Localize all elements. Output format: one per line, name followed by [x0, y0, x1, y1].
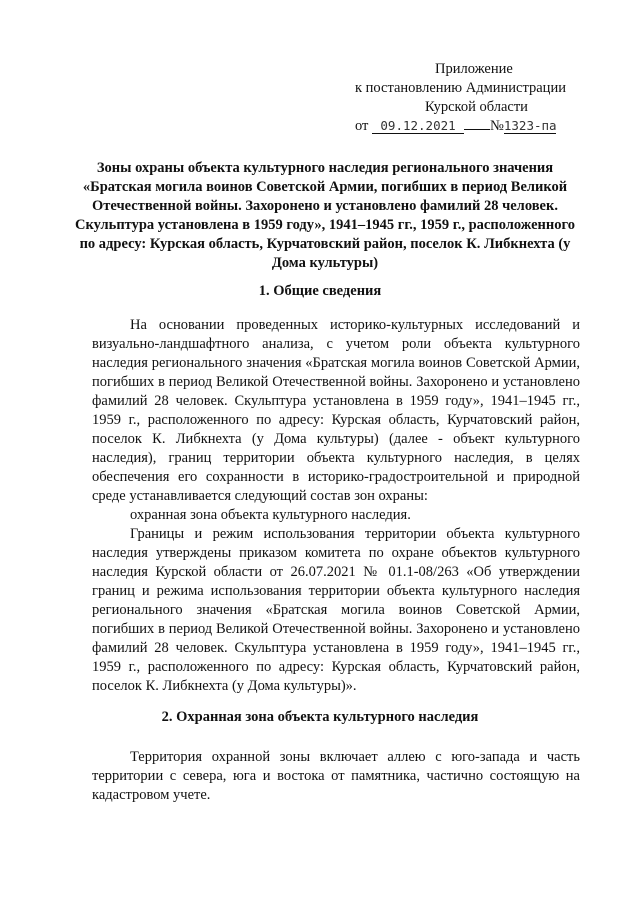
section1-heading: 1. Общие сведения [258, 283, 382, 299]
underline-gap [464, 129, 490, 130]
decree-date: 09.12.2021 [372, 118, 464, 134]
decree-number: 1323-па [503, 118, 557, 133]
appendix-block [355, 60, 585, 136]
from-label: от [355, 118, 369, 134]
appendix-date-number-line [355, 117, 585, 136]
section2-heading: 2. Охранная зона объекта культурного наследия [161, 709, 479, 725]
section1-paragraph2: охранная зона объекта культурного наследия. [130, 507, 411, 523]
appendix-region-line: Курской области [425, 99, 528, 115]
appendix-decree-line: к постановлению Администрации [355, 80, 566, 96]
document-title: Зоны охраны объекта культурного наследия регионального значения «Братская могила воинов Советской Армии, погибших в период Великой Отечественной войны. Захоронено и установлено фамилий 28 человек. Скульптура установлена в 1959 году», 1941–1945 гг., 1959 г., расположенного по адресу: Курская область, Курчатовский район, поселок К. Либкнехта (у Дома культуры) [75, 160, 575, 271]
section2-paragraph1: Территория охранной зоны включает аллею с юго-запада и часть территории с севера, юга и востока от памятника, частично состоящую на кадастровом учете. [92, 749, 580, 803]
section1-paragraph3: Границы и режим использования территории объекта культурного наследия утверждены приказом комитета по охране объектов культурного наследия Курской области от 26.07.2021 № 01.1-08/263 «Об утверждении границ и режима использования территории объекта культурного наследия регионального значения «Братская могила воинов Советской Армии, погибших в период Великой Отечественной войны. Захоронено и установлено фамилий 28 человек. Скульптура установлена в 1959 году», 1941–1945 гг., 1959 г., расположенного по адресу: Курская область, Курчатовский район, поселок К. Либкнехта (у Дома культуры)». [92, 526, 580, 694]
number-label: № [490, 118, 504, 134]
appendix-title: Приложение [435, 61, 513, 77]
section1-paragraph1: На основании проведенных историко-культурных исследований и визуально-ландшафтного анализа, с учетом роли объекта культурного наследия регионального значения «Братская могила воинов Советской Армии, погибших в период Великой Отечественной войны. Захоронено и установлено фамилий 28 человек. Скульптура установлена в 1959 году», 1941–1945 гг., 1959 г., расположенного по адресу: Курская область, Курчатовский район, поселок К. Либкнехта (у Дома культуры) (далее - объект культурного наследия), границ территории объекта культурного наследия, в целях обеспечения его сохранности в историко-градостроительной и природной среде устанавливается следующий состав зон охраны: [92, 317, 580, 504]
